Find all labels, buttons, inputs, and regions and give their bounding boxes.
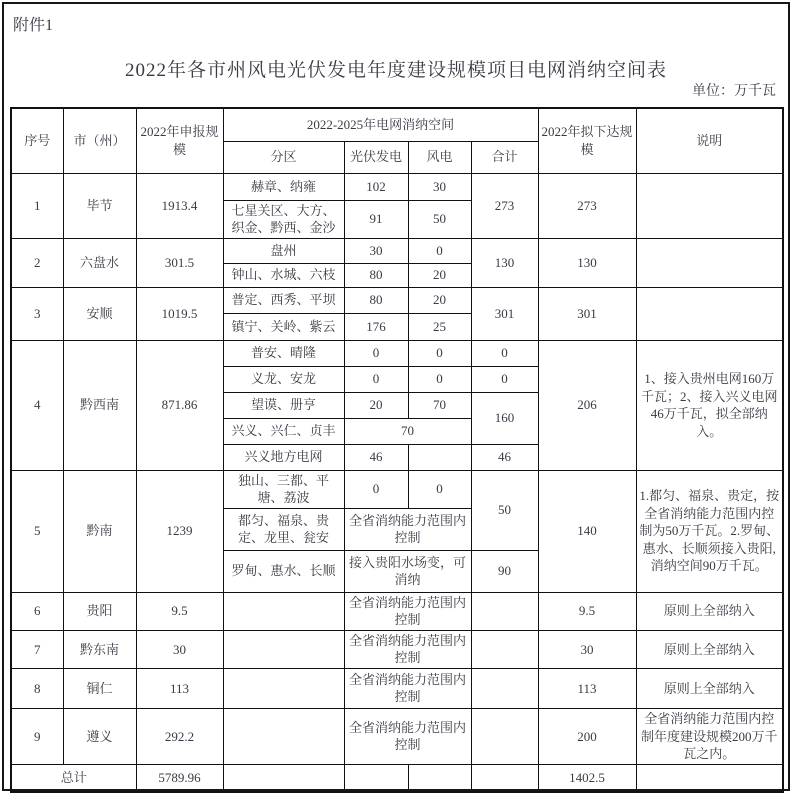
pv-cell: 30 [344, 238, 408, 263]
pv-wind-cell: 全省消纳能力范围内控制 [344, 630, 471, 668]
total-cell [471, 592, 538, 630]
total-cell [471, 630, 538, 668]
zone-cell [223, 668, 344, 708]
zone-cell: 镇宁、关岭、紫云 [223, 313, 344, 340]
declared-cell: 1019.5 [136, 287, 223, 340]
wind-cell: 70 [408, 392, 471, 418]
row-number-cell: 5 [11, 470, 63, 592]
note-cell [636, 287, 783, 340]
pv-cell: 20 [344, 392, 408, 418]
wind-cell: 0 [408, 470, 471, 508]
pv-wind-cell: 70 [344, 418, 471, 444]
pv-cell: 0 [344, 366, 408, 392]
total-cell: 0 [471, 366, 538, 392]
zone-cell: 普安、晴隆 [223, 340, 344, 366]
note-cell: 原则上全部纳入 [636, 668, 783, 708]
wind-cell: 0 [408, 366, 471, 392]
planned-cell: 140 [538, 470, 636, 592]
row-number-cell: 6 [11, 592, 63, 630]
planned-cell: 130 [538, 238, 636, 287]
declared-cell: 113 [136, 668, 223, 708]
pv-cell: 80 [344, 263, 408, 287]
row-number-cell: 3 [11, 287, 63, 340]
total-cell: 273 [471, 173, 538, 238]
wind-cell: 20 [408, 263, 471, 287]
total-cell: 50 [471, 470, 538, 550]
zone-cell: 钟山、水城、六枝 [223, 263, 344, 287]
planned-cell: 113 [538, 668, 636, 708]
unit-label: 单位：万千瓦 [692, 84, 776, 99]
wind-cell: 30 [408, 173, 471, 200]
header-no: 序号 [11, 108, 63, 173]
note-cell: 原则上全部纳入 [636, 592, 783, 630]
total-cell [471, 764, 538, 792]
zone-cell [223, 630, 344, 668]
total-cell: 0 [471, 340, 538, 366]
pv-cell [344, 764, 408, 792]
zone-cell: 普定、西秀、平坝 [223, 287, 344, 313]
wind-cell: 20 [408, 287, 471, 313]
attachment-label: 附件1 [13, 17, 54, 34]
declared-cell: 1913.4 [136, 173, 223, 238]
table-row [11, 287, 783, 313]
row-number-cell: 8 [11, 668, 63, 708]
planned-cell: 206 [538, 340, 636, 470]
pv-cell: 91 [344, 200, 408, 238]
wind-cell: 50 [408, 200, 471, 238]
planned-cell: 1402.5 [538, 764, 636, 792]
planned-cell: 30 [538, 630, 636, 668]
zone-cell: 义龙、安龙 [223, 366, 344, 392]
total-cell: 46 [471, 444, 538, 470]
header-zone: 分区 [223, 141, 344, 173]
pv-cell: 0 [344, 340, 408, 366]
header-wind: 风电 [408, 141, 471, 173]
declared-cell: 30 [136, 630, 223, 668]
row-number-cell: 2 [11, 238, 63, 287]
pv-wind-cell: 全省消纳能力范围内控制 [344, 668, 471, 708]
declared-cell: 1239 [136, 470, 223, 592]
planned-cell: 200 [538, 708, 636, 764]
zone-cell: 赫章、纳雍 [223, 173, 344, 200]
city-cell: 铜仁 [63, 668, 136, 708]
note-cell [636, 238, 783, 287]
planned-cell: 9.5 [538, 592, 636, 630]
table-row [11, 173, 783, 200]
note-cell: 全省消纳能力范围内控制年度建设规模200万千瓦之内。 [636, 708, 783, 764]
total-cell: 90 [471, 550, 538, 592]
city-cell: 贵阳 [63, 592, 136, 630]
row-number-cell: 1 [11, 173, 63, 238]
note-cell [636, 764, 783, 792]
pv-cell: 80 [344, 287, 408, 313]
wind-cell: 0 [408, 340, 471, 366]
pv-wind-cell: 全省消纳能力范围内控制 [344, 592, 471, 630]
pv-cell: 176 [344, 313, 408, 340]
table-row [11, 592, 783, 630]
zone-cell: 兴义、兴仁、贞丰 [223, 418, 344, 444]
zone-cell: 望谟、册亨 [223, 392, 344, 418]
planned-cell: 301 [538, 287, 636, 340]
pv-cell: 46 [344, 444, 408, 470]
declared-cell: 9.5 [136, 592, 223, 630]
zone-cell: 罗甸、惠水、长顺 [223, 550, 344, 592]
grand-total-label-cell: 总计 [11, 764, 136, 792]
header-note: 说明 [636, 108, 783, 173]
city-cell: 遵义 [63, 708, 136, 764]
wind-cell [408, 764, 471, 792]
zone-cell: 盘州 [223, 238, 344, 263]
declared-cell: 301.5 [136, 238, 223, 287]
pv-wind-cell: 接入贵阳水场变，可消纳 [344, 550, 471, 592]
note-cell [636, 173, 783, 238]
row-number-cell: 9 [11, 708, 63, 764]
note-cell: 原则上全部纳入 [636, 630, 783, 668]
city-cell: 安顺 [63, 287, 136, 340]
city-cell: 黔西南 [63, 340, 136, 470]
zone-cell [223, 592, 344, 630]
header-pv: 光伏发电 [344, 141, 408, 173]
declared-cell: 292.2 [136, 708, 223, 764]
declared-cell: 5789.96 [136, 764, 223, 792]
city-cell: 黔东南 [63, 630, 136, 668]
city-cell: 六盘水 [63, 238, 136, 287]
pv-wind-cell: 全省消纳能力范围内控制 [344, 708, 471, 764]
zone-cell [223, 708, 344, 764]
pv-wind-cell: 全省消纳能力范围内控制 [344, 508, 471, 550]
planned-cell: 273 [538, 173, 636, 238]
zone-cell: 七星关区、大方、织金、黔西、金沙 [223, 200, 344, 238]
zone-cell: 独山、三都、平塘、荔波 [223, 470, 344, 508]
row-number-cell: 4 [11, 340, 63, 470]
row-number-cell: 7 [11, 630, 63, 668]
zone-cell [223, 764, 344, 792]
note-cell: 1、接入贵州电网160万千瓦；2、接入兴义电网46万千瓦，拟全部纳入。 [636, 340, 783, 470]
declared-cell: 871.86 [136, 340, 223, 470]
table-row [11, 340, 783, 366]
city-cell: 毕节 [63, 173, 136, 238]
wind-cell: 0 [408, 238, 471, 263]
total-cell: 160 [471, 392, 538, 444]
wind-cell: 25 [408, 313, 471, 340]
total-cell [471, 668, 538, 708]
pv-cell: 0 [344, 470, 408, 508]
header-total: 合计 [471, 141, 538, 173]
header-city: 市（州） [63, 108, 136, 173]
header-planned: 2022年拟下达规模 [538, 108, 636, 173]
table-row [11, 708, 783, 764]
table-row [11, 238, 783, 263]
wind-cell [408, 444, 471, 470]
total-cell: 130 [471, 238, 538, 287]
header-absorb-group: 2022-2025年电网消纳空间 [223, 108, 538, 141]
note-cell: 1.都匀、福泉、贵定，按全省消纳能力范围内控制为50万千瓦。2.罗甸、惠水、长顺须接入贵阳,消纳空间90万千瓦。 [636, 470, 783, 592]
pv-cell: 102 [344, 173, 408, 200]
total-cell [471, 708, 538, 764]
total-row [11, 764, 783, 792]
city-cell: 黔南 [63, 470, 136, 592]
table-row [11, 668, 783, 708]
header-row-1 [11, 108, 783, 141]
page-title: 2022年各市州风电光伏发电年度建设规模项目电网消纳空间表 [124, 60, 667, 81]
header-declared: 2022年申报规模 [136, 108, 223, 173]
table-row [11, 470, 783, 508]
table-row [11, 630, 783, 668]
zone-cell: 都匀、福泉、贵定、龙里、瓮安 [223, 508, 344, 550]
total-cell: 301 [471, 287, 538, 340]
zone-cell: 兴义地方电网 [223, 444, 344, 470]
capacity-table [10, 107, 784, 793]
